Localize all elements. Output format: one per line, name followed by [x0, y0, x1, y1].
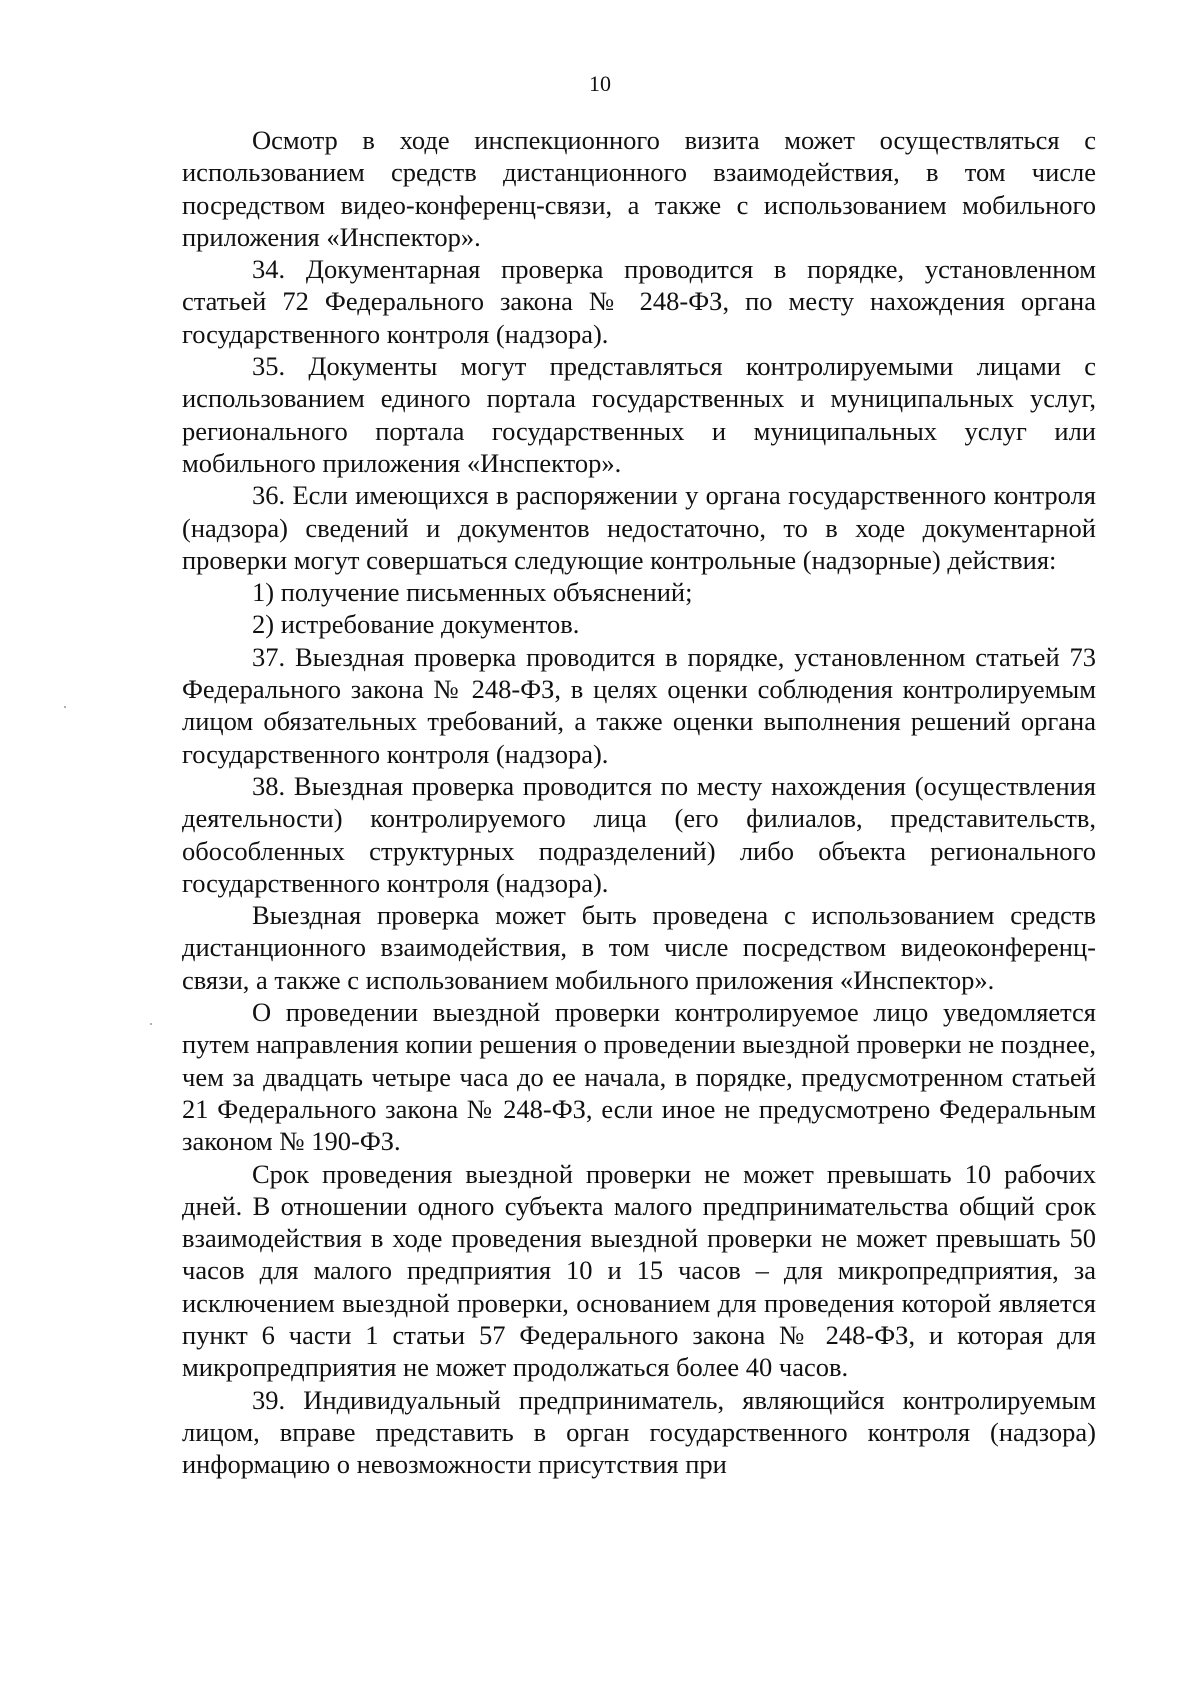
paragraph-35-documents-submission: 35. Документы могут представляться контролируемыми лицами с использованием единого портала государственных и муниципальных услуг, регионального портала государственных и муниципальных услуг или мобильного приложения «Инспектор». — [182, 351, 1096, 478]
paragraph-36-control-actions: 36. Если имеющихся в распоряжении у органа государственного контроля (надзора) сведений и документов недостаточно, то в ходе документарной проверки могут совершаться следующие контрольные (надзорные) действия: — [182, 480, 1096, 575]
list-item-1-written-explanations: 1) получение письменных объяснений; — [252, 577, 693, 608]
paragraph-38-field-check-location: 38. Выездная проверка проводится по месту нахождения (осуществления деятельности) контролируемого лица (его филиалов, представительств, обособленных структурных подразделений) либо объекта регионального государственного контроля (надзора). — [182, 770, 1096, 898]
document-body — [182, 124, 1096, 1480]
paragraph-field-check-notification: О проведении выездной проверки контролируемое лицо уведомляется путем направления копии решения о проведении выездной проверки не позднее, чем за двадцать четыре часа до ее начала, в порядке, предусмотренном статьей 21 Федерального закона № 248-ФЗ, если иное не предусмотрено Федеральным законом № 190-ФЗ. — [182, 997, 1096, 1157]
scan-speck — [64, 706, 66, 708]
scan-speck — [150, 1023, 152, 1025]
paragraph-34-documentary-check: 34. Документарная проверка проводится в порядке, установленном статьей 72 Федерального закона № 248-ФЗ, по месту нахождения органа государственного контроля (надзора). — [182, 254, 1096, 349]
paragraph-37-field-check: 37. Выездная проверка проводится в порядке, установленном статьей 73 Федерального закона № 248-ФЗ, в целях оценки соблюдения контролируемым лицом обязательных требований, а также оценки выполнения решений органа государственного контроля (надзора). — [182, 641, 1096, 769]
page-number: 10 — [589, 71, 611, 96]
paragraph-39-entrepreneur: 39. Индивидуальный предприниматель, являющийся контролируемым лицом, вправе представить в орган государственного контроля (надзора) информацию о невозможности присутствия при — [182, 1384, 1096, 1480]
paragraph-field-check-remote: Выездная проверка может быть проведена с использованием средств дистанционного взаимодействия, в том числе посредством видеоконференц-связи, а также с использованием мобильного приложения «Инспектор». — [182, 900, 1096, 995]
paragraph-field-check-duration: Срок проведения выездной проверки не может превышать 10 рабочих дней. В отношении одного субъекта малого предпринимательства общий срок взаимодействия в ходе проведения выездной проверки не может превышать 50 часов для малого предприятия 10 и 15 часов – для микропредприятия, за исключением выездной проверки, основанием для проведения которой является пункт 6 части 1 статьи 57 Федерального закона № 248-ФЗ, и которая для микропредприятия не может продолжаться более 40 часов. — [182, 1158, 1096, 1383]
list-item-2-document-request: 2) истребование документов. — [252, 609, 580, 640]
paragraph-inspection-visit-remote: Осмотр в ходе инспекционного визита может осуществляться с использованием средств дистанционного взаимодействия, в том числе посредством видео-конференц-связи, а также с использованием мобильного приложения «Инспектор». — [182, 125, 1096, 252]
